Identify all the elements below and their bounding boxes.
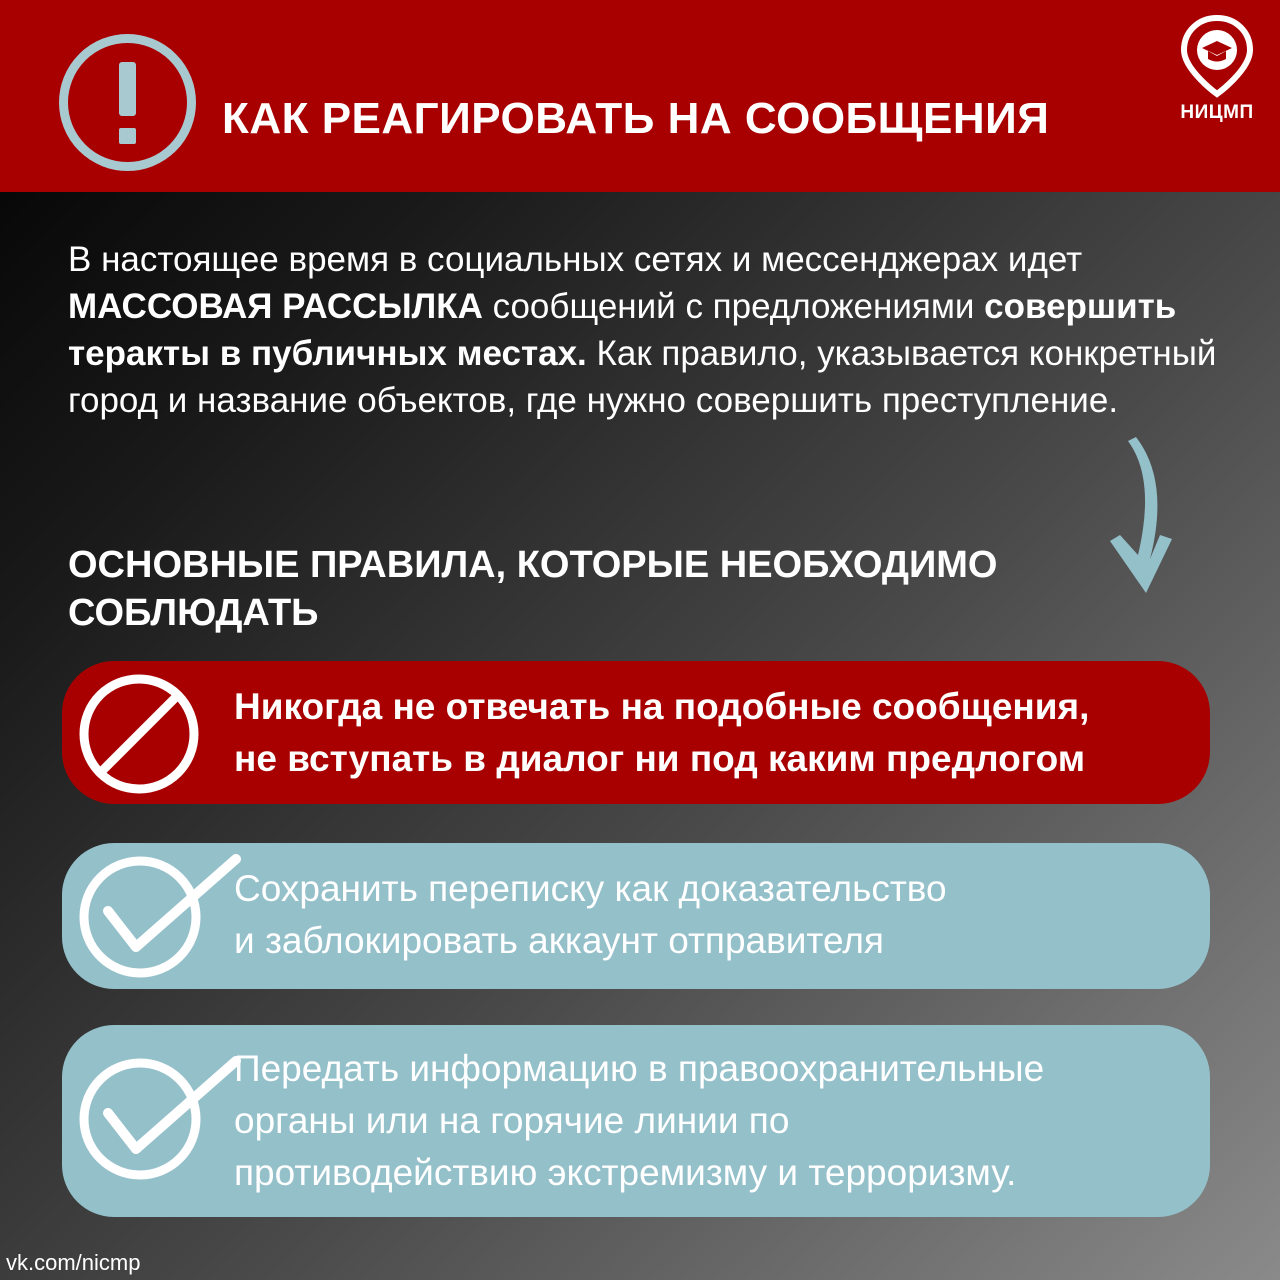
rule-text [234, 681, 1089, 785]
page-title: КАК РЕАГИРОВАТЬ НА СООБЩЕНИЯ [222, 94, 1050, 143]
intro-text-1: В настоящее время в социальных сетях и мессенджерах идет [68, 240, 1083, 279]
warning-icon [55, 30, 200, 175]
rules-heading: ОСНОВНЫЕ ПРАВИЛА, КОТОРЫЕ НЕОБХОДИМО СОБЛЮДАТЬ [68, 544, 998, 634]
checkmark-icon [74, 1053, 244, 1183]
checkmark-icon [74, 851, 244, 981]
logo [1165, 14, 1269, 126]
location-pin-icon [1180, 14, 1254, 98]
rule-card-never-reply [62, 661, 1210, 804]
rule-text [234, 863, 947, 967]
intro-text-2: сообщений с предложениями [482, 287, 985, 326]
curved-arrow-icon [1090, 435, 1190, 605]
rule-line: и заблокировать аккаунт отправителя [234, 920, 884, 961]
rule-line: противодействию экстремизму и терроризму. [234, 1152, 1017, 1193]
intro-bold-1: МАССОВАЯ РАССЫЛКА [68, 287, 483, 326]
rule-card-save-block [62, 843, 1210, 989]
intro-paragraph [68, 236, 1218, 424]
rule-line: органы или на горячие линии по [234, 1100, 790, 1141]
rule-line: Никогда не отвечать на подобные сообщения, [234, 686, 1090, 727]
rule-line: Сохранить переписку как доказательство [234, 868, 947, 909]
intro-bold-2: совершить теракты в публичных местах. [68, 287, 1177, 373]
rule-line: Передать информацию в правоохранительные [234, 1048, 1045, 1089]
prohibited-icon [74, 669, 204, 799]
rule-text [234, 1043, 1044, 1199]
footer-link[interactable]: vk.com/nicmp [6, 1250, 141, 1275]
rule-card-report [62, 1025, 1210, 1217]
header-banner [0, 0, 1280, 192]
logo-text: НИЦМП [1180, 102, 1254, 123]
intro-text-3: Как правило, указывается конкретный город и название объектов, где нужно совершить преступление. [68, 334, 1217, 420]
rule-line: не вступать в диалог ни под каким предлогом [234, 738, 1086, 779]
